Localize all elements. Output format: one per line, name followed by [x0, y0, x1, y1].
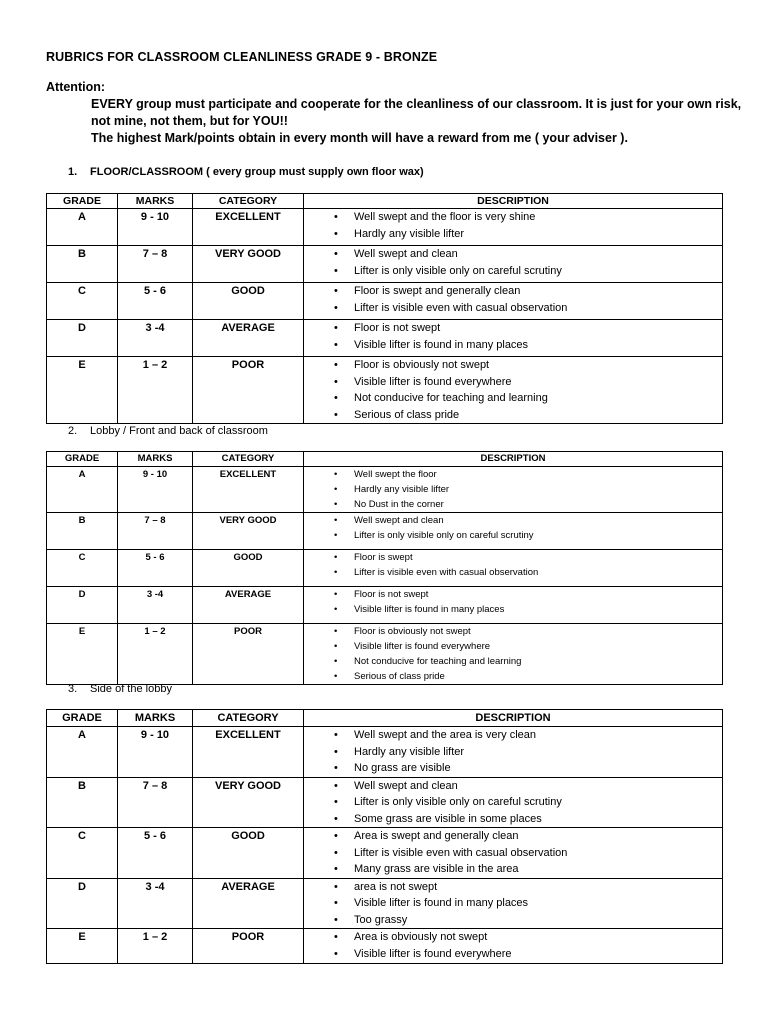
description-header: DESCRIPTION	[304, 194, 723, 209]
description-item: • Visible lifter is found everywhere	[334, 639, 722, 654]
description-item: • Well swept and the floor is very shine	[334, 209, 722, 226]
category-cell: EXCELLENT	[193, 727, 304, 778]
marks-cell: 9 - 10	[118, 727, 193, 778]
table-row	[47, 246, 723, 283]
description-cell	[304, 513, 723, 550]
category-cell: POOR	[193, 357, 304, 424]
description-item: • Floor is not swept	[334, 320, 722, 337]
marks-header: MARKS	[118, 194, 193, 209]
table-row	[47, 209, 723, 246]
table-row	[47, 513, 723, 550]
description-header: DESCRIPTION	[304, 710, 723, 727]
grade-cell: C	[47, 828, 118, 879]
description-item: • Visible lifter is found in many places	[334, 337, 722, 354]
description-item: • Not conducive for teaching and learning	[334, 390, 722, 407]
description-item: • Well swept the floor	[334, 467, 722, 482]
marks-cell: 9 - 10	[118, 467, 193, 513]
table-row	[47, 467, 723, 513]
marks-cell: 3 -4	[118, 320, 193, 357]
category-cell: AVERAGE	[193, 587, 304, 624]
attention-text	[91, 96, 742, 147]
table-header-row	[47, 710, 723, 727]
section-number: 3.	[68, 683, 78, 695]
description-cell	[304, 320, 723, 357]
description-cell	[304, 550, 723, 587]
description-item: • Serious of class pride	[334, 669, 722, 684]
table-row	[47, 777, 723, 828]
description-item: • Not conducive for teaching and learning	[334, 654, 722, 669]
description-item: • No Dust in the corner	[334, 497, 722, 512]
category-cell: AVERAGE	[193, 320, 304, 357]
description-list	[304, 283, 722, 316]
description-cell	[304, 878, 723, 929]
description-cell	[304, 624, 723, 685]
description-item: • Visible lifter is found everywhere	[334, 374, 722, 391]
section-heading-lobby	[68, 425, 268, 437]
description-item: • Lifter is only visible only on careful scrutiny	[334, 794, 722, 811]
description-list	[304, 778, 722, 828]
section-heading-side-of-lobby	[68, 683, 172, 695]
category-cell: VERY GOOD	[193, 777, 304, 828]
description-item: • Visible lifter is found in many places	[334, 602, 722, 617]
description-list	[304, 587, 722, 617]
grade-cell: D	[47, 320, 118, 357]
grade-header: GRADE	[47, 194, 118, 209]
description-list	[304, 828, 722, 878]
section-title: Lobby / Front and back of classroom	[90, 425, 268, 437]
document-title: RUBRICS FOR CLASSROOM CLEANLINESS GRADE 9 - BRONZE	[46, 50, 438, 64]
description-list	[304, 320, 722, 353]
category-cell: EXCELLENT	[193, 209, 304, 246]
grade-header: GRADE	[47, 710, 118, 727]
description-item: • Lifter is visible even with casual observation	[334, 565, 722, 580]
grade-cell: C	[47, 550, 118, 587]
description-cell	[304, 777, 723, 828]
grade-cell: A	[47, 467, 118, 513]
description-item: • Hardly any visible lifter	[334, 744, 722, 761]
description-list	[304, 624, 722, 684]
grade-cell: D	[47, 878, 118, 929]
marks-cell: 7 – 8	[118, 777, 193, 828]
description-cell	[304, 246, 723, 283]
description-cell	[304, 929, 723, 964]
table-row	[47, 624, 723, 685]
attention-label: Attention:	[46, 80, 106, 94]
category-cell: GOOD	[193, 283, 304, 320]
description-item: • Floor is swept and generally clean	[334, 283, 722, 300]
category-cell: EXCELLENT	[193, 467, 304, 513]
category-header: CATEGORY	[193, 452, 304, 467]
table-row	[47, 320, 723, 357]
description-item: • Floor is not swept	[334, 587, 722, 602]
attention-line: EVERY group must participate and cooperate for the cleanliness of our classroom. It is just for your own risk,	[91, 97, 742, 111]
rubric-table-side-of-lobby	[46, 709, 723, 964]
table-row	[47, 878, 723, 929]
grade-cell: E	[47, 929, 118, 964]
description-item: • Visible lifter is found everywhere	[334, 946, 722, 963]
section-title: FLOOR/CLASSROOM ( every group must supply own floor wax)	[90, 166, 424, 178]
description-cell	[304, 727, 723, 778]
grade-cell: C	[47, 283, 118, 320]
description-list	[304, 357, 722, 423]
description-item: • Many grass are visible in the area	[334, 861, 722, 878]
table-row	[47, 828, 723, 879]
grade-cell: B	[47, 513, 118, 550]
description-item: • Lifter is visible even with casual observation	[334, 845, 722, 862]
category-cell: GOOD	[193, 550, 304, 587]
description-item: • Lifter is only visible only on careful scrutiny	[334, 263, 722, 280]
grade-cell: B	[47, 246, 118, 283]
marks-cell: 3 -4	[118, 587, 193, 624]
marks-cell: 9 - 10	[118, 209, 193, 246]
description-list	[304, 513, 722, 543]
description-list	[304, 879, 722, 929]
description-cell	[304, 828, 723, 879]
description-cell	[304, 467, 723, 513]
description-item: • Well swept and clean	[334, 246, 722, 263]
description-item: • Hardly any visible lifter	[334, 226, 722, 243]
description-item: • Floor is obviously not swept	[334, 357, 722, 374]
grade-cell: E	[47, 624, 118, 685]
table-row	[47, 727, 723, 778]
description-item: • Area is swept and generally clean	[334, 828, 722, 845]
description-item: • area is not swept	[334, 879, 722, 896]
description-item: • Some grass are visible in some places	[334, 811, 722, 828]
marks-cell: 5 - 6	[118, 550, 193, 587]
description-list	[304, 246, 722, 279]
table-header-row	[47, 452, 723, 467]
marks-cell: 5 - 6	[118, 283, 193, 320]
description-item: • Lifter is visible even with casual observation	[334, 300, 722, 317]
marks-header: MARKS	[118, 452, 193, 467]
description-item: • Lifter is only visible only on careful scrutiny	[334, 528, 722, 543]
description-item: • Well swept and clean	[334, 513, 722, 528]
category-cell: POOR	[193, 929, 304, 964]
attention-line: not mine, not them, but for YOU!!	[91, 114, 288, 128]
category-cell: VERY GOOD	[193, 513, 304, 550]
description-item: • Hardly any visible lifter	[334, 482, 722, 497]
rubric-table-lobby	[46, 451, 723, 685]
marks-cell: 1 – 2	[118, 624, 193, 685]
description-list	[304, 467, 722, 512]
description-list	[304, 929, 722, 962]
table-header-row	[47, 194, 723, 209]
category-header: CATEGORY	[193, 710, 304, 727]
category-cell: AVERAGE	[193, 878, 304, 929]
marks-cell: 3 -4	[118, 878, 193, 929]
grade-cell: D	[47, 587, 118, 624]
description-item: • Serious of class pride	[334, 407, 722, 424]
description-item: • Area is obviously not swept	[334, 929, 722, 946]
marks-cell: 7 – 8	[118, 246, 193, 283]
marks-cell: 1 – 2	[118, 357, 193, 424]
description-cell	[304, 283, 723, 320]
table-row	[47, 587, 723, 624]
category-header: CATEGORY	[193, 194, 304, 209]
grade-cell: E	[47, 357, 118, 424]
description-list	[304, 209, 722, 242]
description-list	[304, 550, 722, 580]
description-item: • Well swept and clean	[334, 778, 722, 795]
category-cell: POOR	[193, 624, 304, 685]
description-item: • No grass are visible	[334, 760, 722, 777]
section-number: 1.	[68, 166, 78, 178]
grade-header: GRADE	[47, 452, 118, 467]
category-cell: VERY GOOD	[193, 246, 304, 283]
section-number: 2.	[68, 425, 78, 437]
description-cell	[304, 209, 723, 246]
description-header: DESCRIPTION	[304, 452, 723, 467]
description-item: • Too grassy	[334, 912, 722, 929]
marks-cell: 1 – 2	[118, 929, 193, 964]
description-item: • Floor is swept	[334, 550, 722, 565]
description-list	[304, 727, 722, 777]
marks-cell: 7 – 8	[118, 513, 193, 550]
grade-cell: A	[47, 727, 118, 778]
category-cell: GOOD	[193, 828, 304, 879]
description-cell	[304, 587, 723, 624]
grade-cell: B	[47, 777, 118, 828]
table-row	[47, 357, 723, 424]
description-item: • Well swept and the area is very clean	[334, 727, 722, 744]
description-cell	[304, 357, 723, 424]
description-item: • Floor is obviously not swept	[334, 624, 722, 639]
description-item: • Visible lifter is found in many places	[334, 895, 722, 912]
rubric-table-floor-classroom	[46, 193, 723, 424]
section-heading-floor-classroom	[68, 166, 424, 178]
marks-cell: 5 - 6	[118, 828, 193, 879]
table-row	[47, 283, 723, 320]
section-title: Side of the lobby	[90, 683, 172, 695]
attention-line: The highest Mark/points obtain in every month will have a reward from me ( your adviser ).	[91, 131, 628, 145]
grade-cell: A	[47, 209, 118, 246]
marks-header: MARKS	[118, 710, 193, 727]
table-row	[47, 929, 723, 964]
table-row	[47, 550, 723, 587]
